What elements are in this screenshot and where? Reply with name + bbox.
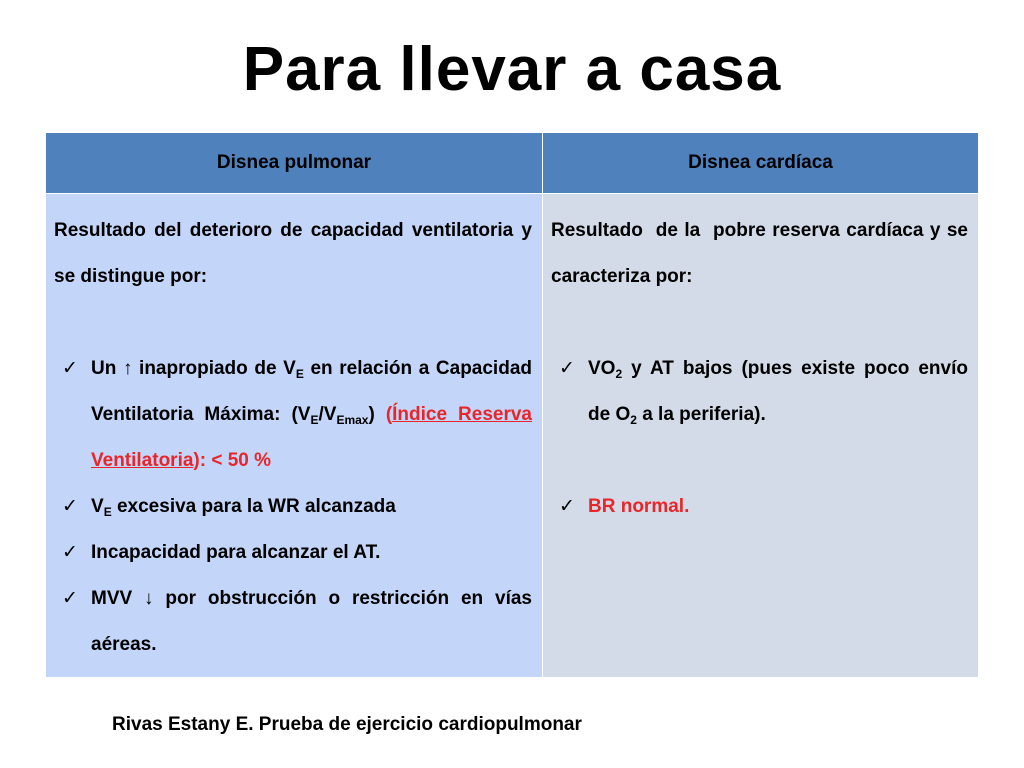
indice-reserva-ventilatoria-link: Índice Reserva Ventilatoria bbox=[91, 404, 532, 471]
bullet-text: BR normal. bbox=[588, 496, 690, 517]
header-disnea-cardiaca: Disnea cardíaca bbox=[543, 133, 979, 194]
bullet-text: ): < 50 % bbox=[193, 450, 272, 471]
table-body-row bbox=[46, 194, 979, 678]
subscript: E bbox=[295, 367, 304, 381]
bullet-text: /V bbox=[318, 404, 337, 425]
checkmark-icon: ✓ bbox=[62, 496, 78, 517]
slide-title: Para llevar a casa bbox=[242, 35, 782, 104]
bullet-text: en relación a Capacidad Ventilatoria Máxima: (V bbox=[91, 358, 532, 425]
cardiaca-bullet-list bbox=[551, 346, 968, 530]
bullet-text: V bbox=[91, 496, 104, 517]
list-item bbox=[54, 484, 532, 530]
checkmark-icon: ✓ bbox=[62, 358, 78, 379]
list-item bbox=[54, 576, 532, 668]
citation: Rivas Estany E. Prueba de ejercicio cardiopulmonar bbox=[112, 714, 582, 735]
list-item bbox=[551, 484, 968, 530]
comparison-table bbox=[45, 132, 979, 678]
list-item bbox=[54, 530, 532, 576]
cell-disnea-cardiaca bbox=[543, 194, 979, 678]
checkmark-icon: ✓ bbox=[62, 542, 78, 563]
pulmonar-bullet-list bbox=[54, 346, 532, 668]
header-disnea-pulmonar: Disnea pulmonar bbox=[46, 133, 543, 194]
checkmark-icon: ✓ bbox=[559, 358, 575, 379]
pulmonar-intro: Resultado del deterioro de capacidad ventilatoria y se distingue por: bbox=[54, 220, 532, 287]
list-item bbox=[551, 346, 968, 438]
bullet-text: MVV ↓ por obstrucción o restricción en vías aéreas. bbox=[91, 588, 532, 655]
table-header-row bbox=[46, 133, 979, 194]
bullet-text: VO bbox=[588, 358, 616, 379]
subscript: 2 bbox=[615, 367, 623, 381]
bullet-text: excesiva para la WR alcanzada bbox=[111, 496, 396, 517]
bullet-text: Un ↑ inapropiado de V bbox=[91, 358, 296, 379]
bullet-text: ) bbox=[368, 404, 375, 425]
bullet-text: y AT bajos (pues existe poco envío de O bbox=[588, 358, 968, 425]
checkmark-icon: ✓ bbox=[62, 588, 78, 609]
spacer bbox=[54, 300, 532, 346]
subscript: E bbox=[103, 505, 112, 519]
bullet-text: a la periferia). bbox=[636, 404, 766, 425]
subscript: 2 bbox=[630, 413, 637, 427]
checkmark-icon: ✓ bbox=[559, 496, 575, 517]
spacer bbox=[551, 300, 968, 346]
list-item bbox=[54, 346, 532, 484]
cell-disnea-pulmonar bbox=[46, 194, 543, 678]
bullet-text: Incapacidad para alcanzar el AT. bbox=[91, 542, 381, 563]
bullet-text: ( bbox=[385, 404, 393, 425]
subscript: Emax bbox=[336, 413, 369, 427]
cardiaca-intro: Resultado de la pobre reserva cardíaca y se caracteriza por: bbox=[551, 220, 974, 287]
subscript: E bbox=[310, 413, 319, 427]
